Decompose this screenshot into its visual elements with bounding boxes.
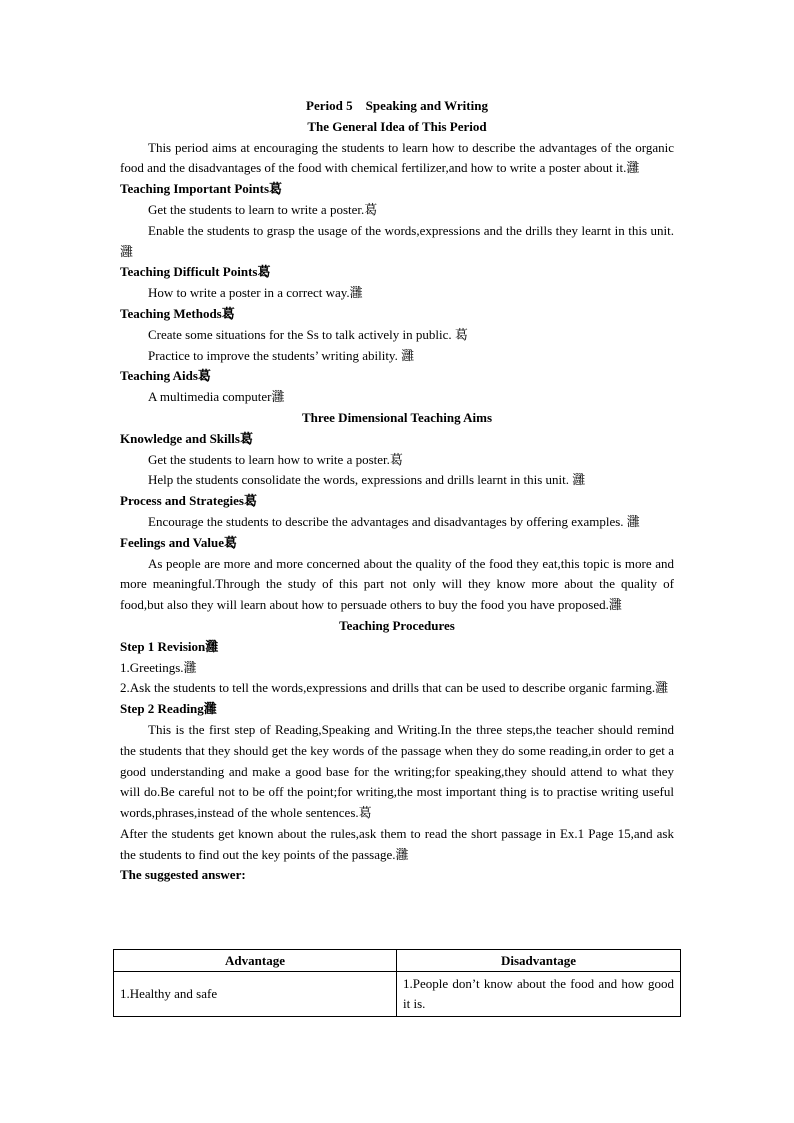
- step1-heading: Step 1 Revision灉: [120, 638, 219, 654]
- step2-text: This is the first step of Reading,Speaking and Writing.In the three steps,the teacher should remind the students that they should get the key words of the passage when they do some reading,in order to get a good understanding and make a good base for the writing;for speaking,they should attend to what they will do.Be careful not to be off the point;for writing,the most important thing is to practise writing useful words,phrases,instead of the whole sentences.葛: [120, 721, 674, 821]
- method-item: Practice to improve the students’ writing ability. 灉: [148, 347, 415, 363]
- table-header-row: [114, 950, 681, 972]
- table-header: Advantage: [114, 950, 397, 972]
- general-idea-text: This period aims at encouraging the students to learn how to describe the advantages of the organic food and the disadvantages of the food with chemical fertilizer,and how to write a poster about it.灉: [120, 139, 674, 176]
- aid-item: A multimedia computer灉: [148, 389, 285, 405]
- feelings-text: As people are more and more concerned about the quality of the food they eat,this topic is more and more meaningful.Through the study of this part not only will they know more about the quality of food,but also they will learn about how to persuade others to buy the food you have proposed.灉: [120, 555, 674, 613]
- method-item: Create some situations for the Ss to talk actively in public. 葛: [148, 326, 468, 342]
- page-title: Period 5 Speaking and Writing: [306, 98, 488, 113]
- difficult-point-item: How to write a poster in a correct way.灉: [148, 285, 363, 301]
- table-cell: 1.People don’t know about the food and how good it is.: [397, 972, 681, 1017]
- step1-item: 2.Ask the students to tell the words,expressions and drills that can be used to describe organic farming.灉: [120, 680, 669, 696]
- methods-heading: Teaching Methods葛: [120, 305, 235, 321]
- table-header: Disadvantage: [397, 950, 681, 972]
- step2-text2: After the students get known about the rules,ask them to read the short passage in Ex.1 Page 15,and ask the students to find out the key points of the passage.灉: [120, 825, 674, 862]
- document-body: [120, 96, 674, 886]
- process-item: Encourage the students to describe the advantages and disadvantages by offering examples. 灉: [148, 513, 640, 529]
- aids-heading: Teaching Aids葛: [120, 368, 211, 384]
- general-idea-heading: The General Idea of This Period: [307, 118, 487, 134]
- difficult-points-heading: Teaching Difficult Points葛: [120, 264, 271, 280]
- table-cell: 1.Healthy and safe: [114, 972, 397, 1017]
- procedures-heading: Teaching Procedures: [339, 617, 455, 633]
- important-points-heading: Teaching Important Points葛: [120, 181, 283, 197]
- process-heading: Process and Strategies葛: [120, 493, 257, 509]
- step1-item: 1.Greetings.灉: [120, 659, 197, 675]
- table-row: [114, 972, 681, 1017]
- step2-heading: Step 2 Reading灉: [120, 701, 217, 717]
- feelings-heading: Feelings and Value葛: [120, 534, 238, 550]
- knowledge-item: Get the students to learn how to write a poster.葛: [148, 451, 403, 467]
- advantage-table: [113, 949, 681, 1017]
- knowledge-item: Help the students consolidate the words, expressions and drills learnt in this unit. 灉: [148, 472, 586, 488]
- important-point-item: Enable the students to grasp the usage of the words,expressions and the drills they learnt in this unit.灉: [120, 222, 674, 259]
- answer-label: The suggested answer:: [120, 867, 246, 883]
- important-point-item: Get the students to learn to write a poster.葛: [148, 201, 378, 217]
- three-dim-heading: Three Dimensional Teaching Aims: [301, 409, 493, 425]
- knowledge-heading: Knowledge and Skills葛: [120, 430, 253, 446]
